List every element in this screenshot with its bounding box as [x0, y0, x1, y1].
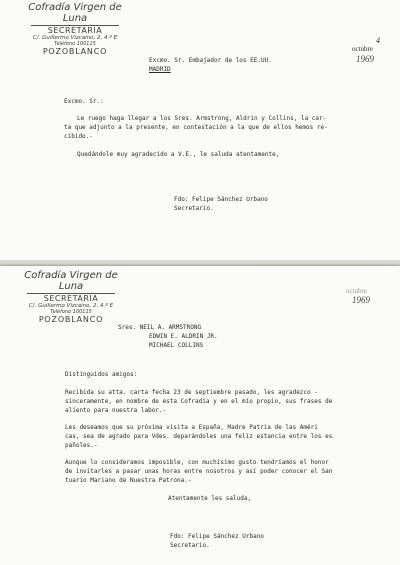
date-year: 1969 [352, 295, 370, 305]
stamp-section: SECRETARIA [43, 294, 99, 303]
salutation: Excmo. Sr.: [64, 98, 104, 105]
signature-title: Secretario. [170, 542, 210, 549]
signature-name: Fdo: Felipe Sánchez Urbano [174, 196, 268, 203]
recipient-line: MICHAEL COLLINS [149, 342, 204, 349]
body-line: Recibida su atta. carta fecha 23 de septiembre pasado, les agradezco - [65, 389, 318, 396]
stamp-city: POZOBLANCO [42, 47, 108, 56]
closing: Quedándole muy agradecido a V.E., le saluda atentamente, [77, 151, 280, 158]
letter-to-ambassador [0, 0, 400, 262]
date-year: 1969 [356, 54, 374, 64]
stamp-org: Cofradía Virgen de Luna [24, 270, 118, 292]
salutation: Distinguidos amigos: [65, 371, 138, 378]
stamp-phone: Teléfono 100115 [50, 309, 92, 315]
body-line: aliento para nuestra labor.- [65, 407, 167, 414]
body-line: cas, sea de agrado para Vdes. deparándoles una feliz estancia entre los es [65, 433, 333, 440]
body-line: de invitarles a pasar unas horas entre nosotros y así poder conocer el San [65, 468, 333, 475]
body-line: ta que adjunto a la presente, en contestación a la que de ellos hemos re- [64, 124, 328, 131]
letter-to-astronauts [0, 266, 400, 565]
date-day: 4 [376, 36, 380, 45]
body-line: Aunque lo consideramos imposible, con muchísimo gusto tendríamos el honor [65, 459, 329, 466]
stamp-city: POZOBLANCO [38, 315, 104, 324]
stamp-address: C/. Guillermo Vizcaino, 2, 4.º E [28, 303, 114, 309]
date-month: octubre [346, 287, 367, 295]
letterhead-stamp [16, 270, 126, 324]
recipient-line: Excmo. Sr. Embajador de los EE.UU. [149, 57, 272, 64]
signature-name: Fdo: Felipe Sánchez Urbano [170, 533, 264, 540]
stamp-org: Cofradía Virgen de Luna [28, 2, 122, 24]
body-line: sinceramente, en nombre de esta Cofradía y en el mío propio, sus frases de [65, 398, 333, 405]
body-line: tuario Mariano de Nuestra Patrona.- [65, 477, 192, 484]
recipient-line: EDWIN E. ALDRIN JR. [149, 333, 218, 340]
stamp-address: C/. Guillermo Vizcaino, 2, 4.º E [32, 35, 118, 41]
body-line: cibido.- [64, 133, 93, 140]
recipient-line: Sres. NEIL A. ARMSTRONG [118, 324, 202, 331]
stamp-phone: Teléfono 100115 [54, 41, 96, 47]
body-line: Les deseamos que su próxima visita a España, Madre Patria de las Améri [65, 424, 318, 431]
date-month: octubre [352, 45, 373, 53]
body-line: pañoles.- [65, 442, 98, 449]
recipient-city: MADRID [149, 66, 171, 73]
letterhead-stamp [20, 2, 130, 56]
stamp-section: SECRETARIA [47, 26, 103, 35]
body-line: Le ruego haga llegar a los Sres. Armstrong, Aldrin y Collins, la car- [77, 115, 327, 122]
closing: Atentamente les saluda, [168, 495, 252, 502]
signature-title: Secretario. [174, 205, 214, 212]
